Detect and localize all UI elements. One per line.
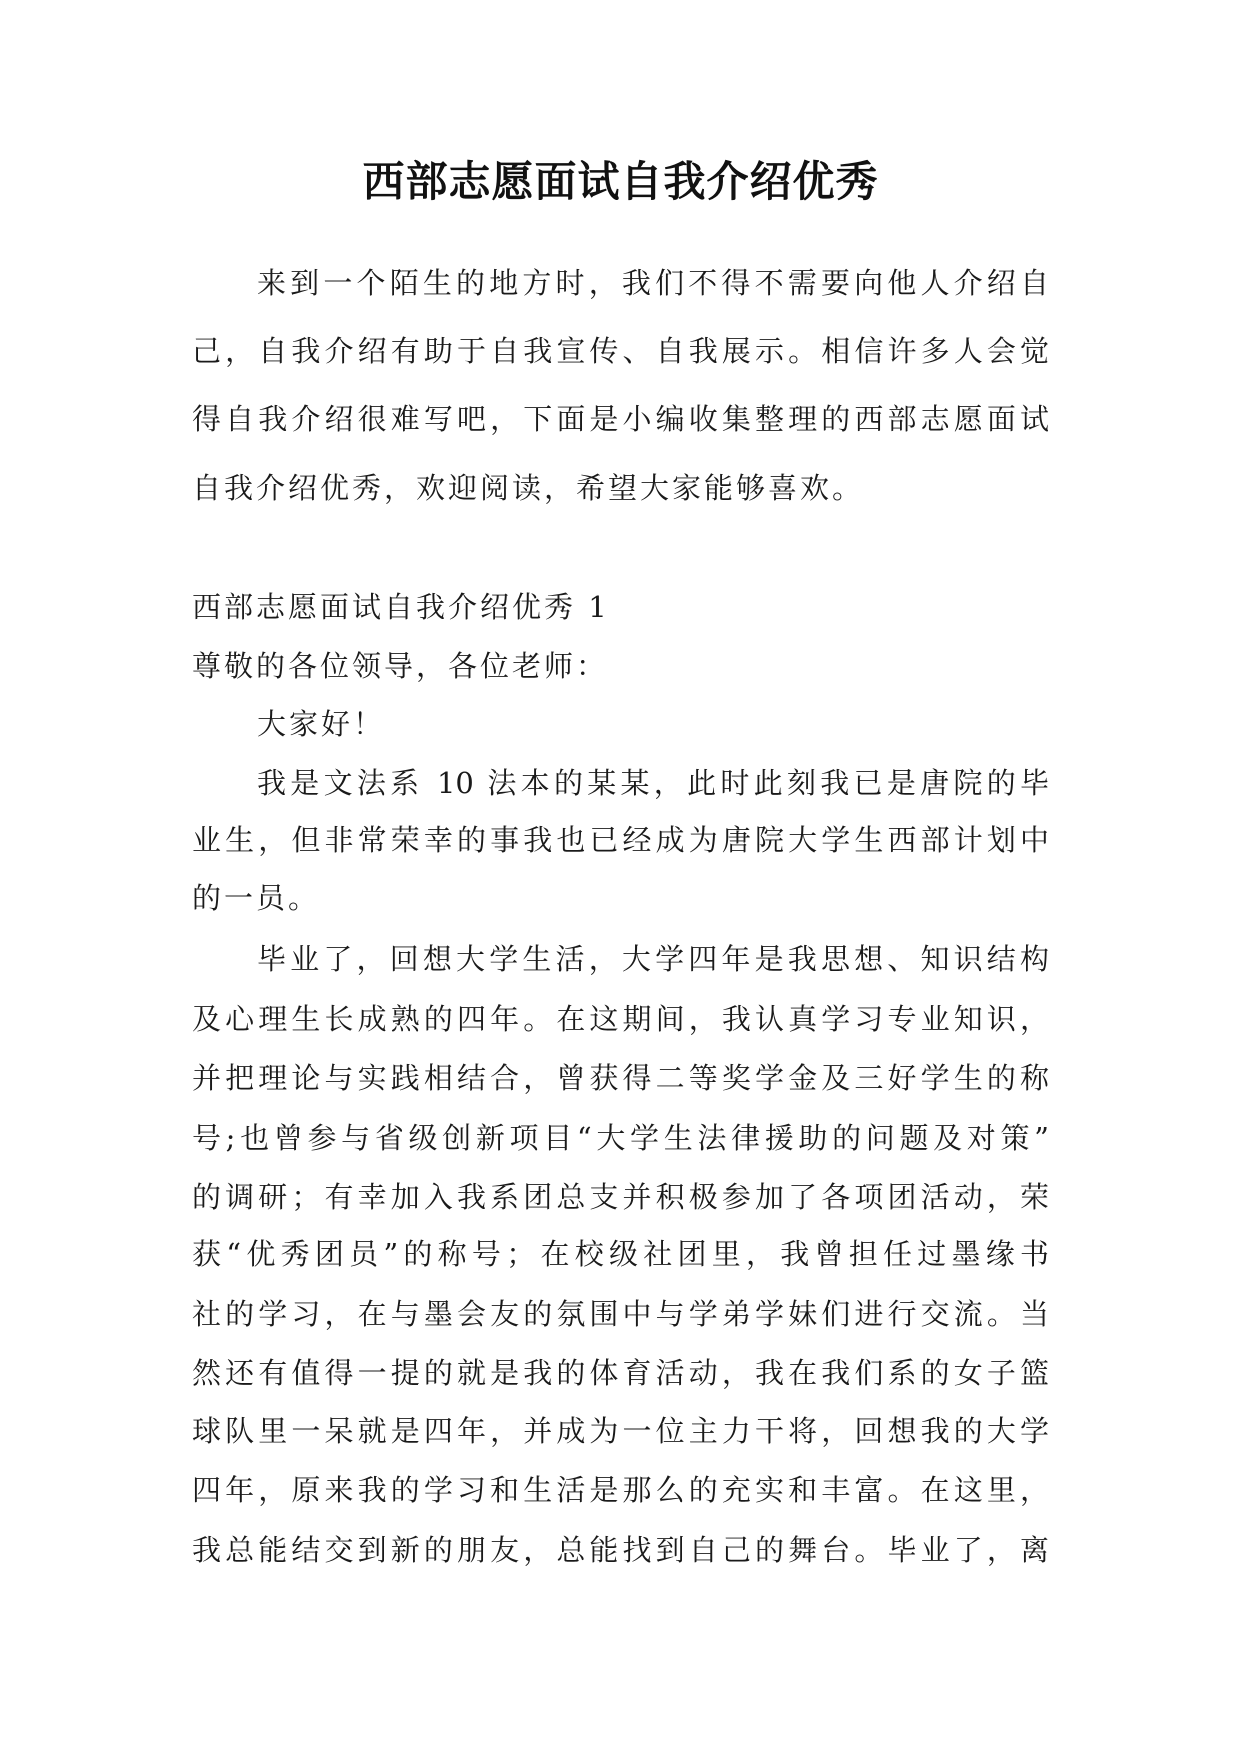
paragraph-2-line: 然还有值得一提的就是我的体育活动，我在我们系的女子篮 [192,1356,1049,1390]
section-heading: 西部志愿面试自我介绍优秀 1 [192,590,610,624]
paragraph-2-line: 及心理生长成熟的四年。在这期间，我认真学习专业知识， [192,1002,1049,1036]
paragraph-2-line: 号;也曾参与省级创新项目“大学生法律援助的问题及对策” [192,1121,1049,1155]
greeting: 大家好！ [257,707,386,741]
paragraph-1-line: 业生，但非常荣幸的事我也已经成为唐院大学生西部计划中 [192,823,1049,857]
paragraph-2-line: 并把理论与实践相结合，曾获得二等奖学金及三好学生的称 [192,1061,1049,1095]
paragraph-1-line: 的一员。 [192,881,321,915]
paragraph-2-line: 四年，原来我的学习和生活是那么的充实和丰富。在这里， [192,1473,1049,1507]
paragraph-2-line: 社的学习，在与墨会友的氛围中与学弟学妹们进行交流。当 [192,1297,1049,1331]
paragraph-2-line: 我总能结交到新的朋友，总能找到自己的舞台。毕业了，离 [192,1533,1049,1567]
paragraph-2-line: 获“优秀团员”的称号；在校级社团里，我曾担任过墨缘书 [192,1237,1049,1271]
document-title: 西部志愿面试自我介绍优秀 [362,157,879,206]
intro-line: 自我介绍优秀，欢迎阅读，希望大家能够喜欢。 [192,471,865,505]
salutation: 尊敬的各位领导，各位老师： [192,649,609,683]
paragraph-1-line: 我是文法系 10 法本的某某，此时此刻我已是唐院的毕 [257,766,1049,800]
paragraph-2-line: 球队里一呆就是四年，并成为一位主力干将，回想我的大学 [192,1414,1049,1448]
paragraph-2-line: 的调研；有幸加入我系团总支并积极参加了各项团活动，荣 [192,1180,1049,1214]
intro-line: 己，自我介绍有助于自我宣传、自我展示。相信许多人会觉 [192,334,1049,368]
intro-line: 来到一个陌生的地方时，我们不得不需要向他人介绍自 [257,266,1049,300]
intro-line: 得自我介绍很难写吧，下面是小编收集整理的西部志愿面试 [192,402,1049,436]
paragraph-2-line: 毕业了，回想大学生活，大学四年是我思想、知识结构 [257,942,1049,976]
